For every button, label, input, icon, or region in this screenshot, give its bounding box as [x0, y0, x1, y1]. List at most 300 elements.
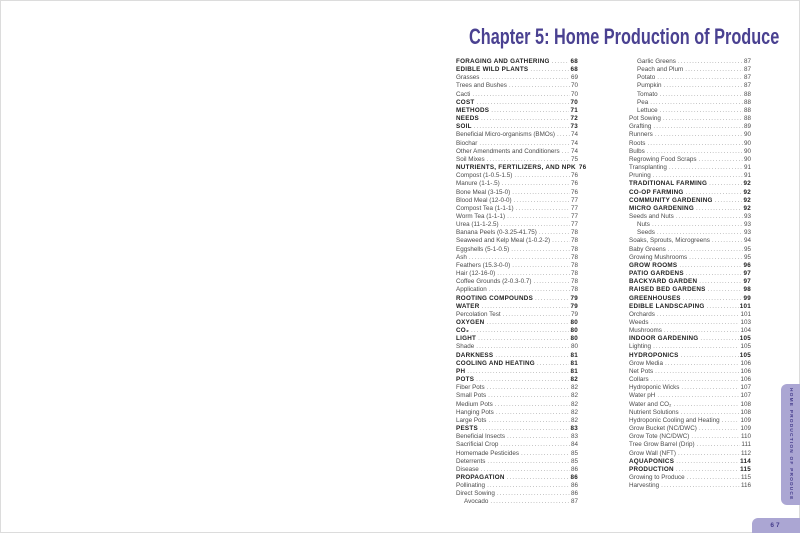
toc-entry-label: Soil Mixes — [456, 155, 485, 163]
toc-entry-label: Worm Tea (1-1-1) — [456, 212, 506, 220]
toc-entry-label: LIGHT — [456, 335, 477, 343]
toc-row — [456, 360, 578, 368]
toc-entry-page: 87 — [570, 498, 578, 506]
toc-entry-label: Eggshells (5-1-0.5) — [456, 245, 510, 253]
toc-leader-dots — [507, 433, 570, 441]
toc-leader-dots — [497, 490, 570, 498]
toc-entry-label: Growing Mushrooms — [629, 253, 688, 261]
toc-entry-label: NUTRIENTS, FERTILIZERS, AND NPK — [456, 164, 576, 172]
toc-leader-dots — [507, 213, 570, 221]
toc-row — [456, 107, 578, 115]
toc-row — [629, 213, 751, 221]
toc-leader-dots — [509, 82, 570, 90]
page-title: Chapter 5: Home Production of Produce — [468, 24, 779, 49]
toc-entry-label: EDIBLE WILD PLANTS — [456, 66, 529, 74]
toc-entry-page: 84 — [570, 441, 578, 449]
toc-row — [456, 376, 578, 384]
toc-entry-label: CO-OP FARMING — [629, 188, 684, 196]
toc-entry-page: 89 — [743, 123, 751, 131]
toc-entry-label: COOLING AND HEATING — [456, 359, 535, 367]
toc-entry-page: 68 — [570, 58, 578, 65]
toc-leader-dots — [514, 197, 570, 205]
toc-leader-dots — [657, 392, 739, 400]
toc-entry-page: 88 — [743, 115, 751, 123]
toc-column-left — [456, 58, 587, 507]
toc-leader-dots — [650, 319, 739, 327]
toc-row — [456, 352, 578, 360]
toc-entry-page: 95 — [743, 245, 751, 253]
toc-entry-label: Net Pots — [629, 367, 654, 375]
toc-row — [456, 490, 578, 498]
toc-entry-label: Garlic Greens — [637, 58, 676, 65]
toc-entry-page: 74 — [570, 139, 578, 147]
toc-leader-dots — [481, 115, 570, 123]
toc-entry-page: 80 — [570, 319, 578, 326]
toc-leader-dots — [552, 58, 570, 66]
toc-entry-page: 92 — [743, 180, 751, 188]
toc-row — [629, 66, 751, 74]
toc-leader-dots — [653, 343, 739, 351]
toc-leader-dots — [491, 107, 569, 115]
toc-row — [456, 270, 578, 278]
toc-leader-dots — [512, 262, 570, 270]
toc-leader-dots — [487, 156, 570, 164]
toc-entry-page: 82 — [570, 408, 578, 416]
toc-row — [456, 254, 578, 262]
toc-row — [629, 392, 751, 400]
toc-entry-page: 74 — [570, 131, 578, 139]
toc-leader-dots — [501, 221, 570, 229]
toc-entry-label: Deterrents — [456, 457, 486, 465]
toc-leader-dots — [686, 270, 743, 278]
toc-row — [629, 82, 751, 90]
toc-entry-page: 107 — [740, 392, 751, 400]
toc-row — [456, 99, 578, 107]
toc-entry-label: POTS — [456, 376, 475, 384]
toc-entry-page: 80 — [570, 343, 578, 351]
toc-row — [629, 441, 751, 449]
toc-leader-dots — [476, 376, 569, 384]
toc-row — [629, 433, 751, 441]
toc-leader-dots — [489, 286, 570, 294]
toc-entry-page: 73 — [570, 123, 578, 131]
toc-leader-dots — [521, 450, 570, 458]
toc-entry-label: Harvesting — [629, 482, 660, 490]
toc-leader-dots — [657, 74, 743, 82]
toc-leader-dots — [708, 286, 743, 294]
toc-entry-page: 76 — [570, 180, 578, 188]
toc-row — [456, 229, 578, 237]
toc-entry-page: 87 — [743, 66, 751, 74]
toc-entry-page: 79 — [570, 294, 578, 302]
toc-row — [629, 58, 751, 66]
toc-entry-page: 101 — [739, 302, 751, 310]
toc-row — [629, 180, 751, 188]
toc-leader-dots — [681, 384, 739, 392]
toc-leader-dots — [512, 189, 570, 197]
toc-entry-label: Hydroponic Wicks — [629, 384, 680, 392]
toc-leader-dots — [487, 482, 570, 490]
toc-entry-page: 87 — [743, 82, 751, 90]
toc-leader-dots — [664, 82, 743, 90]
toc-entry-page: 101 — [740, 310, 751, 318]
toc-row — [456, 74, 578, 82]
toc-entry-label: Tree Grow Barrel (Drip) — [629, 441, 695, 449]
toc-entry-label: Homemade Pesticides — [456, 449, 519, 457]
toc-row — [456, 401, 578, 409]
toc-row — [456, 417, 578, 425]
toc-leader-dots — [481, 74, 570, 82]
toc-leader-dots — [650, 99, 743, 107]
toc-entry-page: 109 — [740, 416, 751, 424]
toc-entry-page: 70 — [570, 90, 578, 98]
toc-row — [629, 360, 751, 368]
toc-leader-dots — [699, 156, 743, 164]
toc-entry-page: 80 — [570, 335, 578, 343]
toc-leader-dots — [478, 335, 569, 343]
toc-row — [629, 205, 751, 213]
toc-row — [629, 327, 751, 335]
toc-leader-dots — [683, 295, 743, 303]
toc-entry-label: PATIO GARDENS — [629, 270, 684, 278]
toc-leader-dots — [712, 237, 743, 245]
toc-entry-page: 106 — [740, 367, 751, 375]
toc-row — [629, 311, 751, 319]
toc-leader-dots — [487, 384, 570, 392]
toc-leader-dots — [676, 213, 743, 221]
toc-row — [456, 433, 578, 441]
toc-entry-label: PRODUCTION — [629, 465, 674, 473]
toc-row — [629, 458, 751, 466]
toc-leader-dots — [530, 66, 569, 74]
toc-row — [629, 140, 751, 148]
toc-leader-dots — [655, 368, 739, 376]
toc-entry-page: 78 — [570, 229, 578, 237]
toc-leader-dots — [495, 352, 569, 360]
toc-leader-dots — [552, 237, 570, 245]
toc-column-right — [629, 58, 751, 490]
toc-entry-page: 86 — [570, 465, 578, 473]
toc-entry-label: CO₂ — [456, 327, 469, 335]
toc-entry-page: 76 — [570, 188, 578, 196]
toc-row — [629, 295, 751, 303]
toc-leader-dots — [653, 172, 743, 180]
toc-row — [629, 278, 751, 286]
toc-entry-page: 78 — [570, 286, 578, 294]
toc-row — [456, 368, 578, 376]
toc-entry-label: Regrowing Food Scraps — [629, 155, 697, 163]
toc-leader-dots — [516, 205, 570, 213]
toc-entry-page: 98 — [743, 286, 751, 294]
toc-entry-label: Hydroponic Cooling and Heating — [629, 416, 720, 424]
toc-entry-page: 70 — [570, 98, 578, 106]
toc-entry-page: 87 — [743, 74, 751, 82]
toc-row — [456, 458, 578, 466]
toc-row — [629, 262, 751, 270]
toc-entry-page: 91 — [743, 164, 751, 172]
toc-row — [456, 482, 578, 490]
toc-row — [629, 254, 751, 262]
toc-row — [629, 401, 751, 409]
toc-row — [456, 140, 578, 148]
toc-row — [629, 123, 751, 131]
toc-entry-page: 104 — [740, 327, 751, 335]
toc-leader-dots — [663, 115, 743, 123]
page-number-tab — [752, 518, 800, 533]
toc-entry-label: Transplanting — [629, 164, 667, 172]
toc-entry-page: 108 — [740, 400, 751, 408]
toc-row — [456, 131, 578, 139]
toc-entry-page: 70 — [570, 82, 578, 90]
toc-leader-dots — [467, 368, 569, 376]
toc-row — [456, 311, 578, 319]
toc-entry-page: 68 — [570, 66, 578, 74]
toc-row — [456, 189, 578, 197]
toc-entry-page: 79 — [570, 302, 578, 310]
toc-entry-label: Disease — [456, 465, 479, 473]
toc-leader-dots — [487, 458, 570, 466]
toc-entry-label: METHODS — [456, 106, 490, 114]
toc-leader-dots — [657, 311, 740, 319]
toc-row — [629, 91, 751, 99]
toc-entry-page: 75 — [570, 155, 578, 163]
toc-leader-dots — [469, 254, 570, 262]
toc-leader-dots — [678, 450, 740, 458]
toc-entry-page: 110 — [740, 433, 751, 441]
toc-entry-label: Nuts — [637, 221, 650, 229]
toc-leader-dots — [687, 474, 740, 482]
toc-entry-label: Grasses — [456, 74, 480, 82]
toc-leader-dots — [673, 401, 739, 409]
toc-entry-label: FORAGING AND GATHERING — [456, 58, 550, 65]
toc-leader-dots — [486, 319, 569, 327]
toc-leader-dots — [507, 474, 570, 482]
toc-entry-label: Shade — [456, 343, 475, 351]
toc-leader-dots — [537, 360, 570, 368]
toc-entry-label: Sacrificial Crop — [456, 441, 499, 449]
toc-leader-dots — [697, 441, 741, 449]
toc-row — [629, 425, 751, 433]
toc-row — [456, 392, 578, 400]
toc-entry-page: 92 — [743, 196, 751, 204]
toc-leader-dots — [651, 376, 740, 384]
toc-row — [456, 286, 578, 294]
toc-entry-page: 116 — [740, 482, 751, 490]
toc-entry-label: BACKYARD GARDEN — [629, 278, 698, 286]
toc-entry-label: Application — [456, 286, 487, 294]
toc-row — [629, 466, 751, 474]
toc-leader-dots — [653, 123, 743, 131]
toc-entry-page: 109 — [740, 425, 751, 433]
toc-leader-dots — [482, 303, 570, 311]
toc-entry-label: WATER — [456, 302, 480, 310]
toc-entry-label: Grow Media — [629, 359, 663, 367]
toc-leader-dots — [652, 221, 743, 229]
toc-row — [456, 91, 578, 99]
toc-leader-dots — [477, 99, 570, 107]
page-number: 67 — [770, 522, 782, 529]
toc-entry-label: Ash — [456, 253, 467, 261]
toc-row — [456, 197, 578, 205]
toc-entry-label: Manure (1-1-.5) — [456, 180, 500, 188]
toc-row — [629, 131, 751, 139]
toc-leader-dots — [679, 262, 742, 270]
toc-row — [456, 237, 578, 245]
toc-row — [456, 343, 578, 351]
toc-entry-label: Weeds — [629, 319, 649, 326]
toc-leader-dots — [689, 254, 743, 262]
toc-entry-label: ROOTING COMPOUNDS — [456, 294, 534, 302]
toc-entry-label: Percolation Test — [456, 310, 501, 318]
toc-entry-label: Bulbs — [629, 147, 645, 155]
toc-entry-page: 90 — [743, 147, 751, 155]
toc-entry-label: Bone Meal (3-15-0) — [456, 188, 511, 196]
chapter-title-block — [360, 24, 779, 50]
toc-entry-label: MICRO GARDENING — [629, 204, 694, 212]
toc-entry-page: 108 — [740, 408, 751, 416]
toc-entry-page: 86 — [570, 482, 578, 490]
toc-row — [629, 376, 751, 384]
toc-leader-dots — [699, 278, 742, 286]
toc-entry-label: Potato — [637, 74, 656, 82]
toc-leader-dots — [681, 409, 740, 417]
toc-row — [629, 409, 751, 417]
toc-entry-page: 112 — [740, 449, 751, 457]
toc-row — [456, 82, 578, 90]
toc-entry-page: 111 — [741, 441, 751, 449]
toc-leader-dots — [476, 343, 570, 351]
toc-entry-page: 103 — [740, 319, 751, 326]
toc-entry-label: COMMUNITY GARDENING — [629, 196, 713, 204]
toc-entry-page: 92 — [743, 204, 751, 212]
toc-leader-dots — [495, 401, 570, 409]
toc-entry-page: 74 — [570, 147, 578, 155]
toc-entry-label: Hanging Pots — [456, 408, 494, 416]
toc-entry-page: 99 — [743, 294, 751, 302]
toc-entry-page: 92 — [743, 188, 751, 196]
toc-entry-page: 93 — [743, 229, 751, 237]
toc-leader-dots — [511, 246, 570, 254]
toc-entry-page: 78 — [570, 245, 578, 253]
toc-leader-dots — [488, 417, 570, 425]
toc-leader-dots — [647, 140, 743, 148]
toc-entry-label: Avocado — [464, 498, 489, 506]
toc-entry-page: 96 — [743, 261, 751, 269]
toc-entry-page: 105 — [740, 343, 751, 351]
toc-entry-label: Trees and Bushes — [456, 82, 507, 90]
toc-leader-dots — [696, 205, 743, 213]
toc-entry-label: Orchards — [629, 310, 655, 318]
toc-row — [629, 319, 751, 327]
toc-row — [456, 221, 578, 229]
toc-entry-label: Biochar — [456, 139, 478, 147]
toc-leader-dots — [699, 425, 740, 433]
toc-entry-label: GROW ROOMS — [629, 261, 678, 269]
toc-entry-page: 83 — [570, 433, 578, 441]
toc-leader-dots — [480, 425, 570, 433]
toc-leader-dots — [655, 131, 743, 139]
toc-entry-label: Collars — [629, 376, 649, 384]
toc-row — [456, 172, 578, 180]
toc-entry-label: COST — [456, 98, 475, 106]
toc-leader-dots — [668, 246, 743, 254]
toc-row — [456, 474, 578, 482]
toc-leader-dots — [535, 295, 569, 303]
toc-row — [629, 156, 751, 164]
toc-entry-page: 77 — [570, 221, 578, 229]
toc-row — [629, 303, 751, 311]
toc-entry-page: 78 — [570, 261, 578, 269]
toc-entry-page: 90 — [743, 131, 751, 139]
toc-entry-page: 82 — [570, 384, 578, 392]
toc-entry-label: Lighting — [629, 343, 652, 351]
toc-entry-label: AQUAPONICS — [629, 457, 675, 465]
toc-leader-dots — [722, 417, 740, 425]
toc-entry-label: Banana Peels (0-3.25-41.75) — [456, 229, 537, 237]
toc-leader-dots — [488, 392, 570, 400]
chapter-side-tab — [781, 384, 800, 505]
toc-row — [456, 66, 578, 74]
toc-row — [456, 335, 578, 343]
toc-leader-dots — [502, 180, 570, 188]
toc-entry-label: Tomato — [637, 90, 658, 98]
toc-leader-dots — [481, 466, 570, 474]
toc-entry-page: 80 — [570, 327, 578, 335]
toc-entry-page: 87 — [743, 58, 751, 65]
toc-row — [456, 123, 578, 131]
toc-entry-page: 78 — [570, 237, 578, 245]
toc-entry-label: Water and CO₂ — [629, 400, 672, 408]
toc-leader-dots — [685, 66, 743, 74]
toc-entry-label: Seeds and Nuts — [629, 212, 674, 220]
toc-row — [629, 384, 751, 392]
toc-row — [456, 115, 578, 123]
toc-leader-dots — [514, 172, 570, 180]
toc-entry-page: 81 — [570, 359, 578, 367]
toc-row — [456, 156, 578, 164]
toc-row — [629, 221, 751, 229]
toc-leader-dots — [474, 123, 570, 131]
toc-entry-label: OXYGEN — [456, 319, 485, 326]
toc-entry-page: 78 — [570, 270, 578, 278]
toc-entry-page: 71 — [570, 106, 578, 114]
toc-row — [456, 409, 578, 417]
toc-leader-dots — [503, 311, 570, 319]
toc-leader-dots — [490, 498, 570, 506]
toc-leader-dots — [676, 458, 739, 466]
toc-entry-page: 97 — [743, 270, 751, 278]
toc-leader-dots — [669, 164, 743, 172]
toc-entry-page: 106 — [740, 376, 751, 384]
toc-row — [456, 278, 578, 286]
toc-row — [456, 319, 578, 327]
toc-entry-page: 90 — [743, 139, 751, 147]
toc-entry-label: Baby Greens — [629, 245, 666, 253]
toc-leader-dots — [539, 229, 570, 237]
toc-entry-page: 76 — [570, 172, 578, 180]
toc-entry-page: 95 — [743, 253, 751, 261]
toc-entry-page: 93 — [743, 221, 751, 229]
toc-entry-page: 81 — [570, 351, 578, 359]
toc-entry-page: 69 — [570, 74, 578, 82]
toc-leader-dots — [691, 433, 740, 441]
toc-row — [456, 295, 578, 303]
toc-entry-label: Peach and Plum — [637, 66, 684, 74]
toc-entry-label: Pumpkin — [637, 82, 662, 90]
toc-entry-label: Coffee Grounds (2-0.3-0.7) — [456, 278, 532, 286]
toc-entry-label: TRADITIONAL FARMING — [629, 180, 708, 188]
toc-entry-label: PESTS — [456, 425, 478, 433]
